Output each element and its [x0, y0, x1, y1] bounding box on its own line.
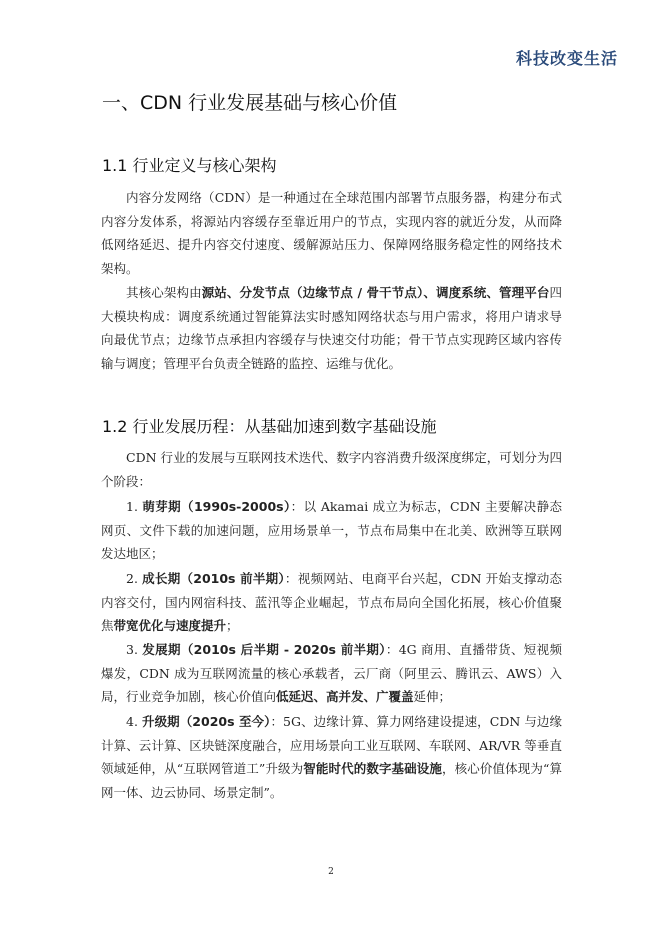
page-number: 2 — [328, 867, 334, 877]
stage-4-value: 智能时代的数字基础设施 — [303, 761, 443, 776]
stage-2-text: ：视频网站、电商平台兴起，CDN 开始支撑动态内容交付，国内网宿科技、蓝汛等企业崛起，节点布局向全国化拓展，核心价值聚焦 — [101, 571, 562, 633]
stage-4-end: ，核心价值体现为“算网一体、边云协同、场景定制”。 — [101, 761, 562, 800]
architecture-text-lead: 其核心架构由 — [126, 285, 202, 300]
stage-4 — [101, 710, 562, 804]
stage-1 — [101, 495, 562, 566]
architecture-modules: 源站、分发节点（边缘节点 / 骨干节点）、调度系统、管理平台 — [201, 285, 550, 300]
stage-2-name: 成长期（2010s 前半期） — [142, 571, 285, 586]
subsection-title-1-2: 1.2 行业发展历程：从基础加速到数字基础设施 — [102, 417, 437, 436]
stage-2-value: 带宽优化与速度提升 — [113, 618, 227, 633]
subsection-title-1-1: 1.1 行业定义与核心架构 — [102, 156, 277, 175]
brand-logo: 科技改变生活 — [515, 49, 618, 68]
architecture-text-body: 四大模块构成：调度系统通过智能算法实时感知网络状态与用户需求，将用户请求导向最优节点；边缘节点承担内容缓存与快速交付功能；骨干节点实现跨区域内容传输与调度；管理平台负责全链路的监控、运维与优化。 — [101, 285, 562, 371]
stage-3-number: 3. — [126, 642, 143, 657]
paragraph-definition: 内容分发网络（CDN）是一种通过在全球范围内部署节点服务器，构建分布式内容分发体系，将源站内容缓存至靠近用户的节点，实现内容的就近分发，从而降低网络延迟、提升内容交付速度、缓解源站压力、保障网络服务稳定性的网络技术架构。 — [101, 190, 562, 276]
section-title: 一、CDN 行业发展基础与核心价值 — [102, 92, 398, 114]
stage-4-name: 升级期（2020s 至今） — [141, 714, 271, 729]
paragraph-architecture — [101, 281, 562, 375]
stage-3-value: 低延迟、高并发、广覆盖 — [276, 689, 414, 704]
stage-3-text: ：4G 商用、直播带货、短视频爆发，CDN 成为互联网流量的核心承载者，云厂商（阿里云、腾讯云、AWS）入局，行业竞争加剧，核心价值向 — [101, 642, 562, 704]
stage-1-text: ：以 Akamai 成立为标志，CDN 主要解决静态网页、文件下载的加速问题，应用场景单一，节点布局集中在北美、欧洲等互联网发达地区； — [101, 499, 562, 561]
stage-2-number: 2. — [126, 571, 143, 586]
stage-3 — [101, 638, 562, 709]
stage-3-end: 延伸； — [413, 689, 452, 704]
paragraph-history-intro: CDN 行业的发展与互联网技术迭代、数字内容消费升级深度绑定，可划分为四个阶段： — [101, 450, 562, 489]
stage-4-text: ：5G、边缘计算、算力网络建设提速，CDN 与边缘计算、云计算、区块链深度融合，应用场景向工业互联网、车联网、AR/VR 等垂直领域延伸，从“互联网管道工”升级为 — [101, 714, 562, 776]
stage-1-number: 1. — [126, 499, 143, 514]
stage-4-number: 4. — [126, 714, 142, 729]
stage-2-end: ； — [226, 618, 239, 633]
stage-2 — [101, 567, 562, 638]
stage-1-name: 萌芽期（1990s-2000s） — [142, 499, 291, 514]
stage-3-name: 发展期（2010s 后半期 - 2020s 前半期） — [142, 642, 386, 657]
